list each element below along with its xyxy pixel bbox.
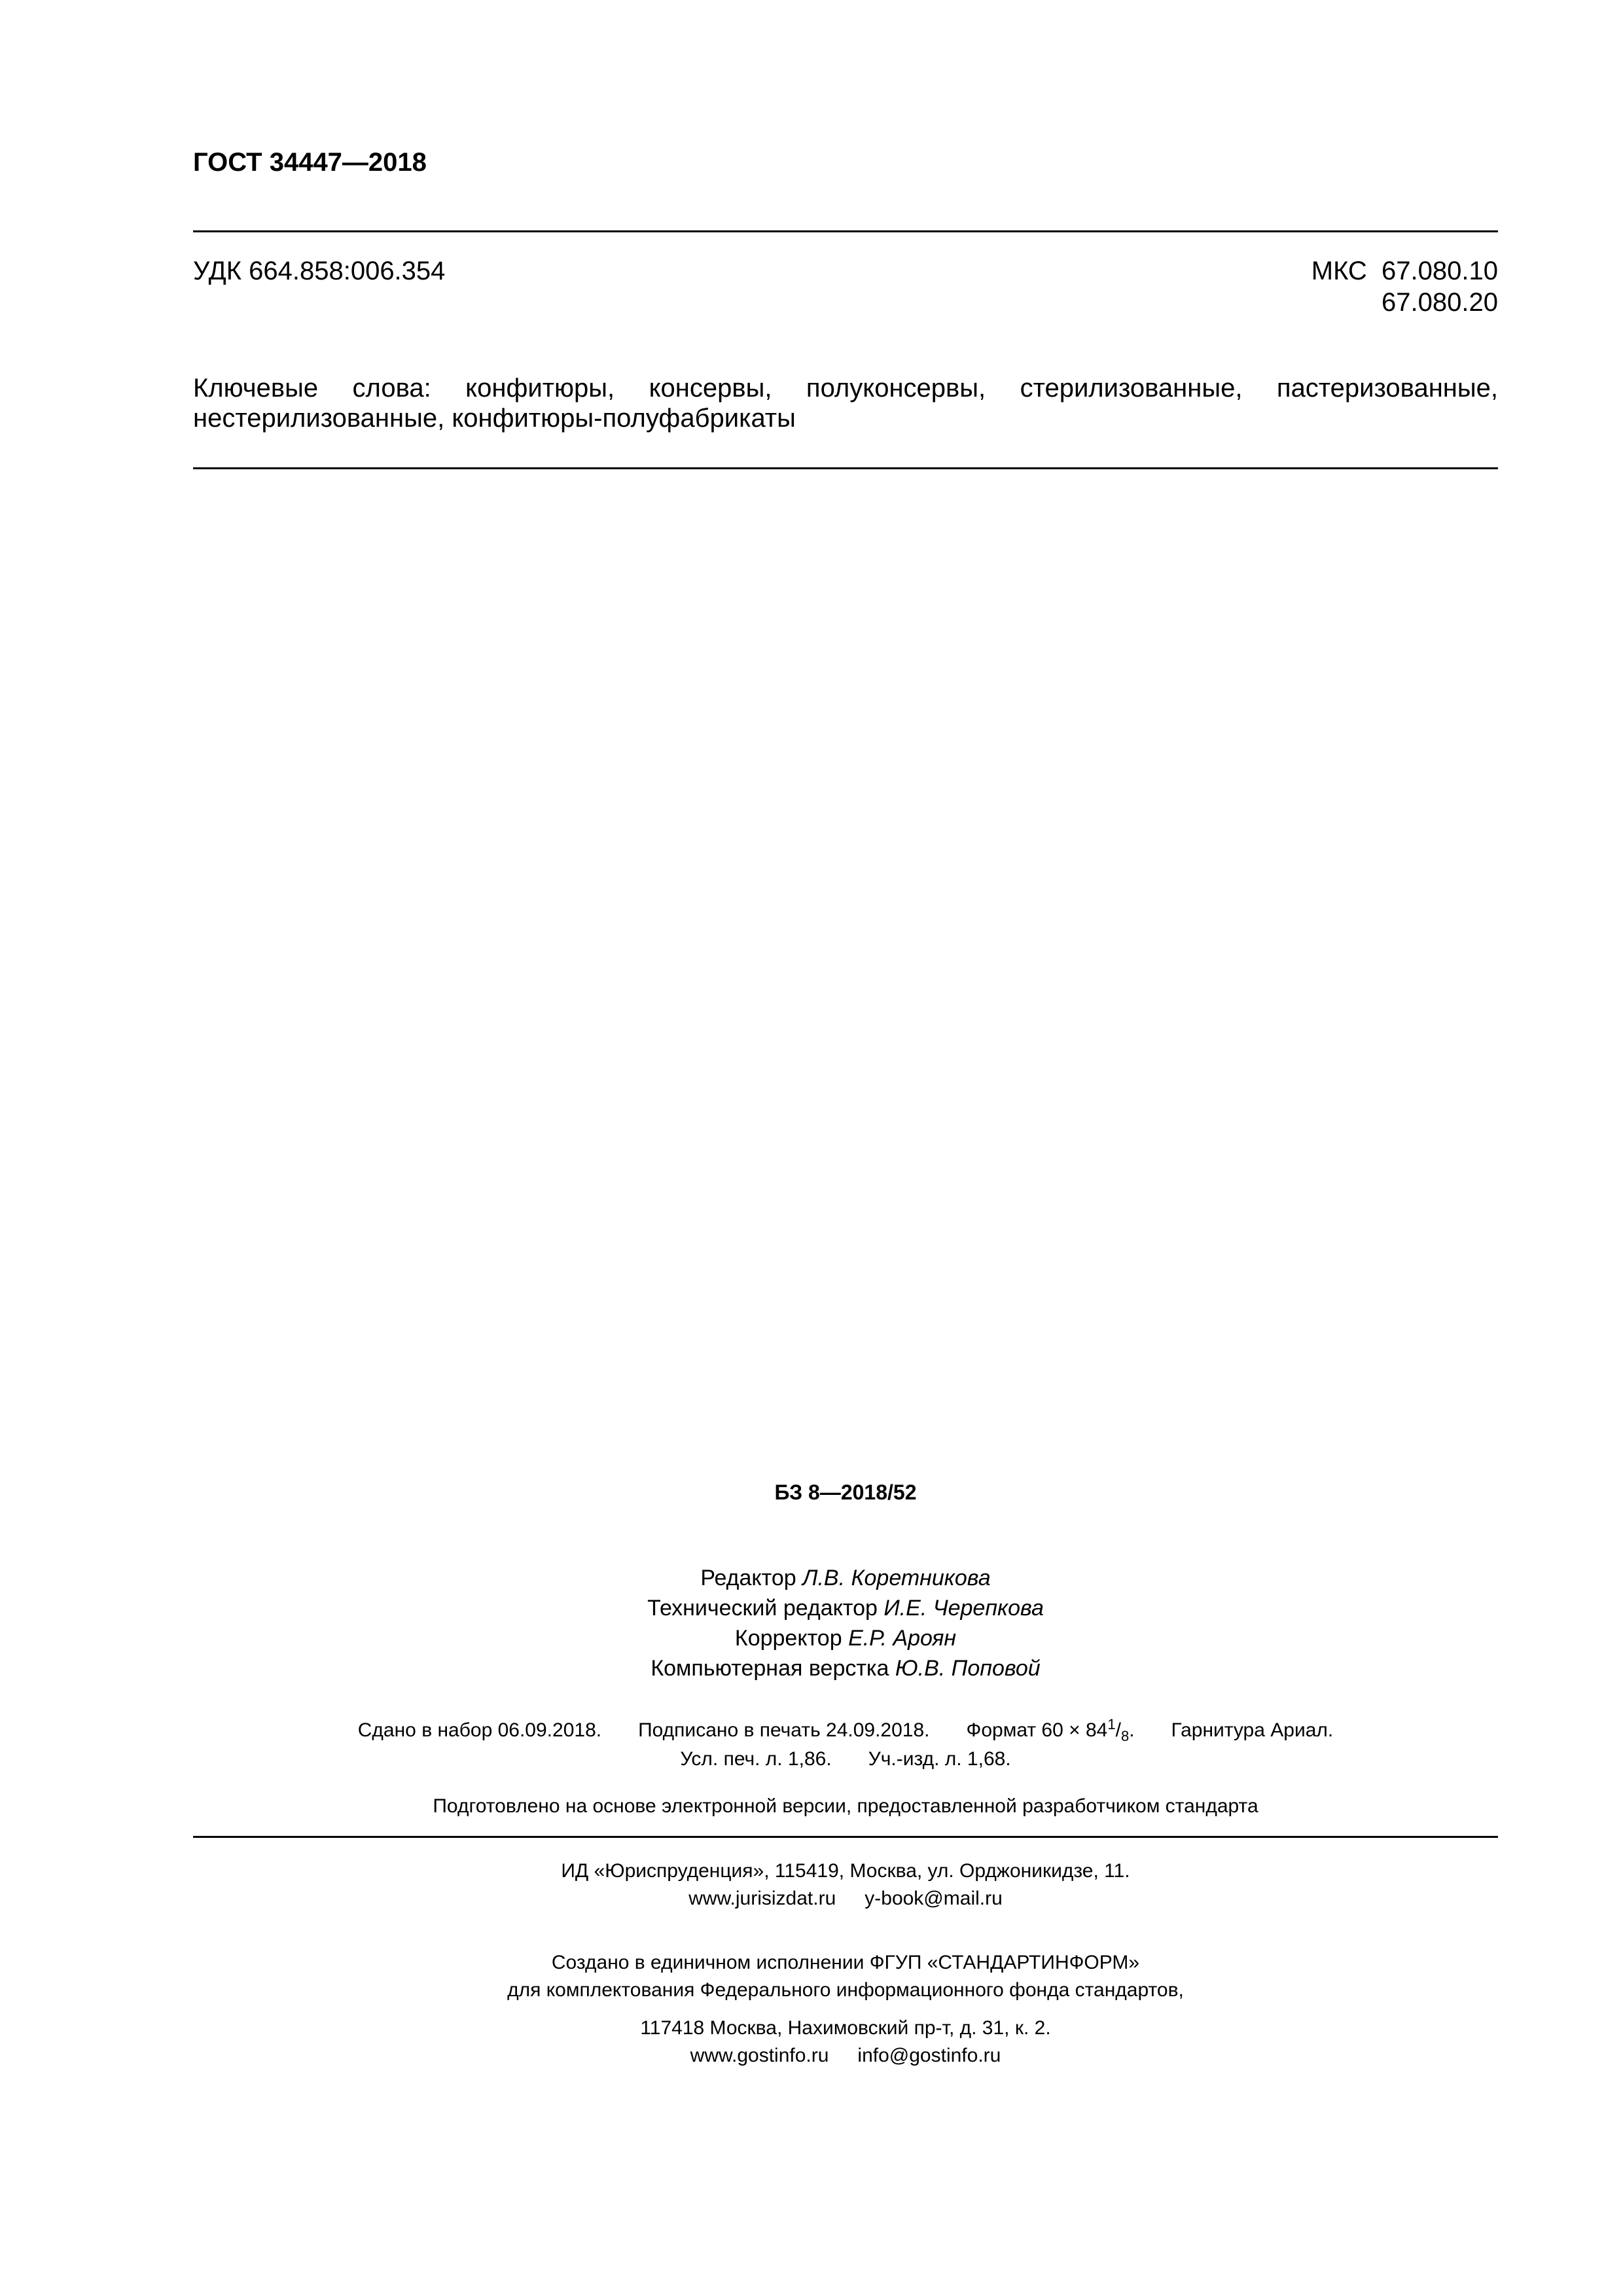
staff-tech-editor: [193, 1593, 1498, 1623]
document-number: ГОСТ 34447—2018: [193, 148, 427, 177]
publisher-website[interactable]: www.jurisizdat.ru: [688, 1888, 836, 1909]
udk-code: УДК 664.858:006.354: [193, 257, 446, 285]
publisher-email[interactable]: y-book@mail.ru: [865, 1888, 1003, 1909]
creator-block: [193, 1949, 1498, 2070]
staff-name: И.Е. Черепкова: [883, 1596, 1044, 1621]
creator-contacts: [193, 2042, 1498, 2070]
format-suffix: .: [1129, 1719, 1135, 1741]
print-info-line-2: [193, 1745, 1498, 1774]
mks-code-1: 67.080.10: [1382, 257, 1498, 285]
format-prefix: Формат 60 × 84: [966, 1719, 1108, 1741]
staff-name: Л.В. Коретникова: [802, 1566, 991, 1590]
publisher-address: ИД «Юриспруденция», 115419, Москва, ул. Орджоникидзе, 11.: [561, 1860, 1130, 1882]
creator-line-2: для комплектования Федерального информационного фонда стандартов,: [507, 1979, 1184, 2001]
mks-codes: [1311, 255, 1498, 318]
typeface: Гарнитура Ариал.: [1171, 1719, 1334, 1741]
staff-list: [193, 1563, 1498, 1683]
staff-role: Редактор: [700, 1566, 796, 1590]
mks-label: МКС: [1311, 257, 1367, 285]
mks-code-2: 67.080.20: [1382, 288, 1498, 317]
mks-line-1: [1311, 255, 1498, 287]
publisher-contacts: [193, 1885, 1498, 1912]
creator-website[interactable]: www.gostinfo.ru: [690, 2045, 829, 2066]
submitted-date: Сдано в набор 06.09.2018.: [357, 1719, 602, 1741]
paper-format: Формат $60 \times 84^1/_8$.: [966, 1716, 1135, 1744]
staff-name: Ю.В. Поповой: [895, 1656, 1041, 1681]
bz-number: БЗ 8—2018/52: [774, 1480, 917, 1504]
imprint-divider: [193, 1836, 1498, 1838]
prepared-note: Подготовлено на основе электронной версии, предоставленной разработчиком стандарта: [433, 1795, 1258, 1817]
staff-role: Технический редактор: [647, 1596, 878, 1621]
creator-spacer: [193, 2004, 1498, 2015]
header-divider: [193, 230, 1498, 232]
staff-role: Корректор: [734, 1626, 842, 1651]
staff-corrector: [193, 1623, 1498, 1653]
staff-role: Компьютерная верстка: [651, 1656, 889, 1681]
keywords-paragraph: [193, 373, 1498, 433]
keywords-divider: [193, 467, 1498, 469]
format-numerator: 1: [1107, 1716, 1116, 1732]
creator-email[interactable]: info@gostinfo.ru: [857, 2045, 1001, 2066]
print-sheets: Усл. печ. л. 1,86.: [680, 1748, 832, 1770]
creator-line-1: Создано в единичном исполнении ФГУП «СТАНДАРТИНФОРМ»: [551, 1952, 1140, 1973]
signed-date: Подписано в печать 24.09.2018.: [638, 1719, 930, 1741]
print-info: [193, 1716, 1498, 1774]
print-info-line-1: [193, 1716, 1498, 1745]
creator-address: 117418 Москва, Нахимовский пр-т, д. 31, к. 2.: [640, 2017, 1051, 2039]
staff-editor: [193, 1563, 1498, 1593]
format-denominator: 8: [1120, 1728, 1130, 1744]
staff-layout: [193, 1653, 1498, 1683]
keywords-text: Ключевые слова: конфитюры, консервы, полуконсервы, стерилизованные, пастеризованные, нестерилизованные, конфитюры-полуфабрикаты: [193, 374, 1498, 433]
publisher-block: [193, 1857, 1498, 1912]
edition-sheets: Уч.-изд. л. 1,68.: [868, 1748, 1011, 1770]
staff-name: Е.Р. Ароян: [848, 1626, 957, 1651]
